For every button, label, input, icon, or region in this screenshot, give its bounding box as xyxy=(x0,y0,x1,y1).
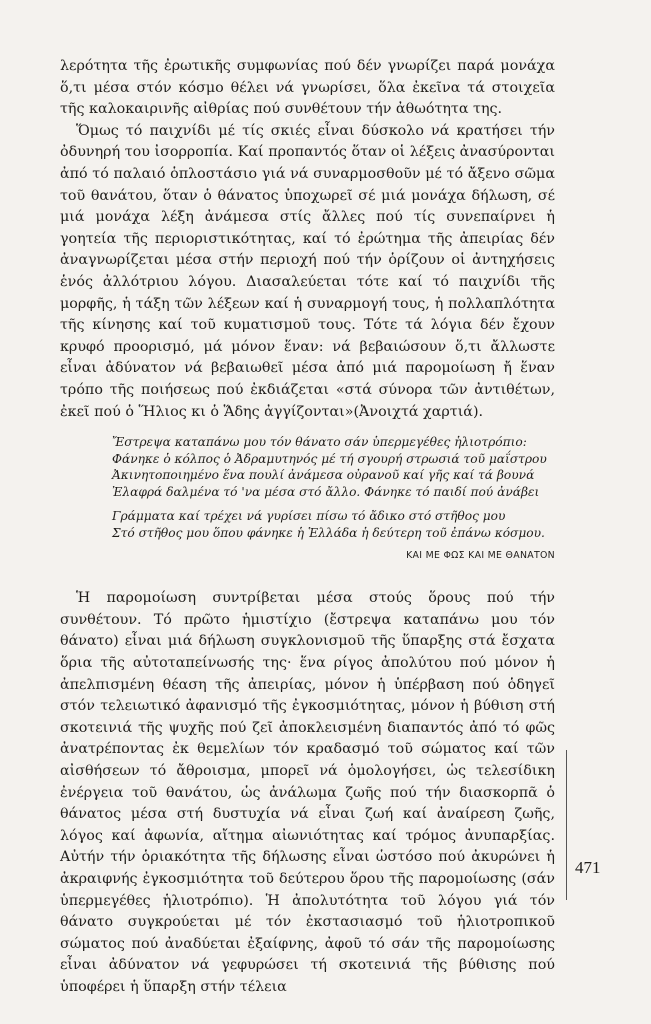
paragraph-1: λερότητα τῆς ἐρωτικῆς συμφωνίας πού δέν γνωρίζει παρά μονάχα ὅ,τι μέσα στόν κόσμο θέλει νά γνωρίσει, ὅλα ἐκεῖνα τά στοιχεῖα τῆς καλοκαιρινῆς αἰθρίας πού συνθέτουν τήν ἀθωότητα της. xyxy=(60,58,555,118)
stanza-gap xyxy=(112,500,555,508)
poem-quotation xyxy=(60,434,555,564)
page-number: 471 xyxy=(575,858,601,877)
poem-line: Ἐλαφρά δαλμένα τό 'να μέσα στό ἄλλο. Φάνηκε τό παιδί πού ἀνάβει xyxy=(112,484,540,499)
poem-line: Στό στῆθος μου ὅπου φάνηκε ἡ Ἑλλάδα ἡ δεύτερη τοῦ ἐπάνω κόσμου. xyxy=(112,526,545,541)
paragraph-3: Ἡ παρομοίωση συντρίβεται μέσα στούς ὅρους πού τήν συνθέτουν. Τό πρῶτο ἡμιστίχιο (ἔστρεψα καταπάνω μου τόν θάνατο) εἶναι μιά δήλωση συγκλονισμοῦ τῆς ὕπαρξης στά ἔσχατα ὅρια τῆς αὐτοταπείνωσής της· ἕνα ρίγος ἀπολύτου πού μόνον ἡ ἀπελπισμένη θέαση τῆς ἀπειρίας, μόνον ἡ ὑπέρβαση πού ὁδηγεῖ στόν τελειωτικό ἀφανισμό τῆς ἐγκοσμιότητας, μόνον ἡ βύθιση στή σκοτεινιά τῆς ψυχῆς πού ζεῖ ἀποκλεισμένη διαπαντός ἀπό τό φῶς ἀνατρέποντας ἐκ θεμελίων τόν κραδασμό τοῦ σώματος καί τῶν αἰσθήσεων τό ἄθροισμα, μπορεῖ νά ὁμολογήσει, ὡς τελεσίδικη ἐνέργεια τοῦ θανάτου, ὡς ἀνάλωμα ζωῆς πού τήν διασκορπᾶ ὁ θάνατος μέσα στή δυστυχία νά εἶναι ζωή καί ἀναίρεση ζωῆς, λόγος καί ἀφωνία, αἴτημα αἰωνιότητας καί τρόμος ἀνυπαρξίας. Αὐτήν τήν ὁριακότητα τῆς δήλωσης εἶναι ὡστόσο πού ἀκυρώνει ἡ ἀκραιφνής ἐγκοσμιότητα τοῦ δεύτερου ὅρου τῆς παρομοίωσης (σάν ὑπερμεγέθες ἡλιοτρόπιο). Ἡ ἀπολυτότητα τοῦ λόγου γιά τόν θάνατο συγκρούεται μέ τόν ἐκστασιασμό τοῦ ἡλιοτροπικοῦ σώματος πού ἀναδύεται ἐξαίφνης, ἀφοῦ τό σάν τῆς παρομοίωσης εἶναι ἀδύνατον νά γεφυρώσει τή σκοτεινιά τῆς βύθισης πού ὑποφέρει ἡ ὕπαρξη στήν τέλεια xyxy=(60,590,555,995)
margin-rule xyxy=(566,750,567,900)
poem-line: Φάνηκε ὁ κόλπος ὁ Ἀδραμυτηνός μέ τή σγουρή στρωσιά τοῦ μαΐστρου xyxy=(112,451,547,466)
poem-line: Γράμματα καί τρέχει νά γυρίσει πίσω τό ἄδικο στό στῆθος μου xyxy=(112,509,506,524)
poem-source: ΚΑΙ ΜΕ ΦΩΣ ΚΑΙ ΜΕ ΘΑΝΑΤΟΝ xyxy=(406,549,555,561)
poem-line: Ἀκινητοποιημένο ἕνα πουλί ἀνάμεσα οὐρανοῦ καί γῆς καί τά βουνά xyxy=(112,468,535,483)
paragraph-2: Ὅμως τό παιχνίδι μέ τίς σκιές εἶναι δύσκολο νά κρατήσει τήν ὀδυνηρή του ἰσορροπία. Καί προπαντός ὅταν οἱ λέξεις ἀνασύρονται ἀπό τό παλαιό ὁπλοστάσιο γιά νά συναρμοσθοῦν μέ τό ἄξενο σῶμα τοῦ θανάτου, ὅταν ὁ θάνατος ὑποχωρεῖ σέ μιά μονάχα δήλωση, σέ μιά μονάχα λέξη ἀνάμεσα στίς ἄλλες πού τίς συνεπαίρνει ἡ γοητεία τῆς περιοριστικότητας, καί τό ἐρώτημα τῆς ἀπειρίας δέν ἀναγνωρίζεται μέσα στήν περιοχή πού τήν ὁρίζουν οἱ ἀντηχήσεις ἑνός ἀλλότριου λόγου. Διασαλεύεται τότε καί τό παιχνίδι τῆς μορφῆς, ἡ τάξη τῶν λέξεων καί ἡ συναρμογή τους, ἡ πολλαπλότητα τῆς κίνησης καί τοῦ κυματισμοῦ τους. Τότε τά λόγια δέν ἔχουν κρυφό προορισμό, μά μόνον ἕναν: νά βεβαιώσουν ὅ,τι ἄλλωστε εἶναι ἀδύνατον νά βεβαιωθεῖ μέσα ἀπό μιά παρομοίωση ἤ ἕναν τρόπο τῆς ποιήσεως πού ἐκδιάζεται «στά σύνορα τῶν ἀντιθέτων, ἐκεῖ πού ὁ Ἥλιος κι ὁ Ἅδης ἀγγίζονται»(Ἀνοιχτά χαρτιά). xyxy=(60,122,555,420)
text-column xyxy=(60,56,555,999)
poem-line: Ἔστρεψα καταπάνω μου τόν θάνατο σάν ὑπερμεγέθες ἡλιοτρόπιο: xyxy=(112,435,527,450)
